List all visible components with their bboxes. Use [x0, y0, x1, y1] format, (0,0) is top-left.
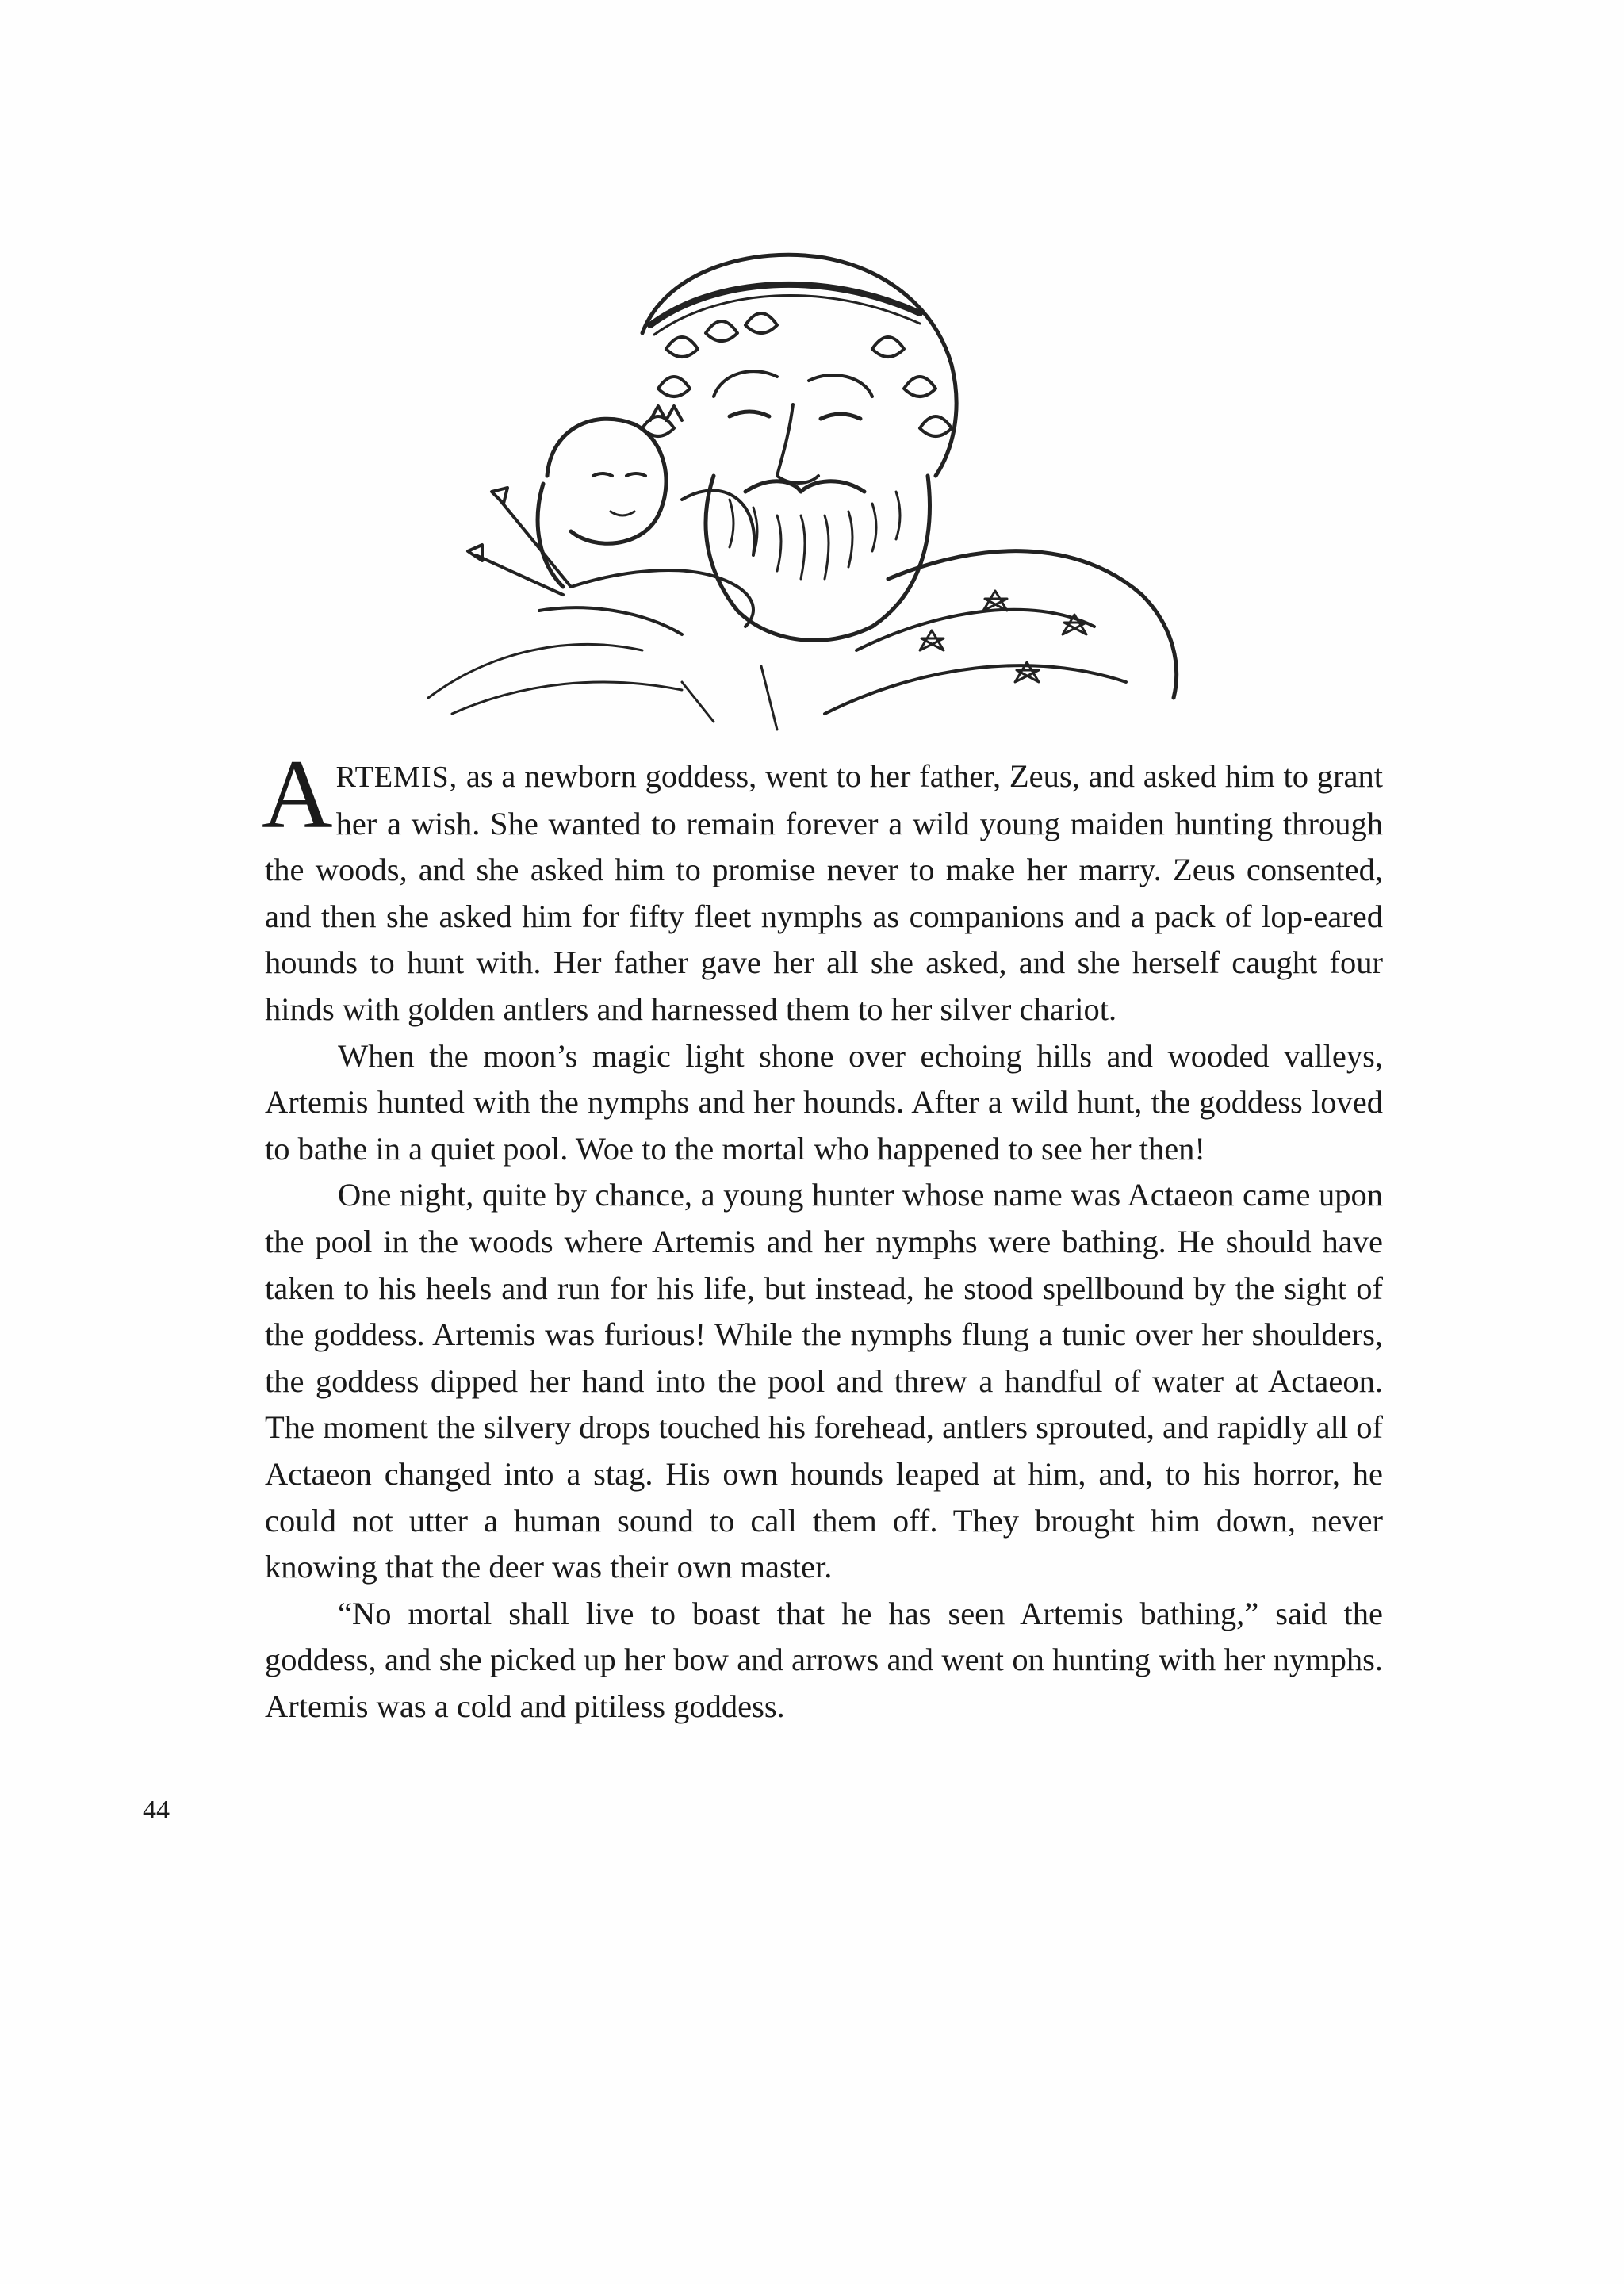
paragraph: When the moon’s magic light shone over echoing hills and wooded valleys, Artemis hunted with the nymphs and her hounds. After a wild hunt, the goddess loved to bathe in a quiet pool. Woe to the mortal who happened to see her then!	[265, 1037, 1383, 1167]
page-number: 44	[143, 1795, 170, 1825]
paragraph: One night, quite by chance, a young hunter whose name was Actaeon came upon the pool in the woods where Artemis and her nymphs were bathing. He should have taken to his heels and run for his life, but instead, he stood spellbound by the sight of the goddess. Artemis was furious! While the nymphs flung a tunic over her shoulders, the goddess dipped her hand into the pool and threw a handful of water at Actaeon. The moment the silvery drops touched his forehead, antlers sprouted, and rapidly all of Actaeon changed into a stag. His own hounds leaped at him, and, to his horror, he could not utter a human sound to call them off. They brought him down, never knowing that the deer was their own master.	[265, 1177, 1383, 1585]
story-text	[262, 740, 1383, 1730]
opening-smallcaps: RTEMIS,	[335, 761, 458, 794]
drop-cap: A	[262, 740, 333, 849]
opening-paragraph	[262, 740, 1383, 1033]
opening-text: as a newborn goddess, went to her father, Zeus, and asked him to grant her a wish. She wanted to remain forever a wild young maiden hunting through the woods, and she asked him to promise never to make her marry. Zeus consented, and then she asked him for fifty fleet nymphs as companions and a pack of lop-eared hounds to hunt with. Her father gave her all she asked, and she herself caught four hinds with golden antlers and harnessed them to her silver chariot.	[265, 758, 1383, 1027]
zeus-holding-artemis-illustration	[381, 238, 1253, 745]
paragraph: “No mortal shall live to boast that he has seen Artemis bathing,” said the goddess, and she picked up her bow and arrows and went on hunting with her nymphs. Artemis was a cold and pitiless goddess.	[265, 1595, 1383, 1724]
